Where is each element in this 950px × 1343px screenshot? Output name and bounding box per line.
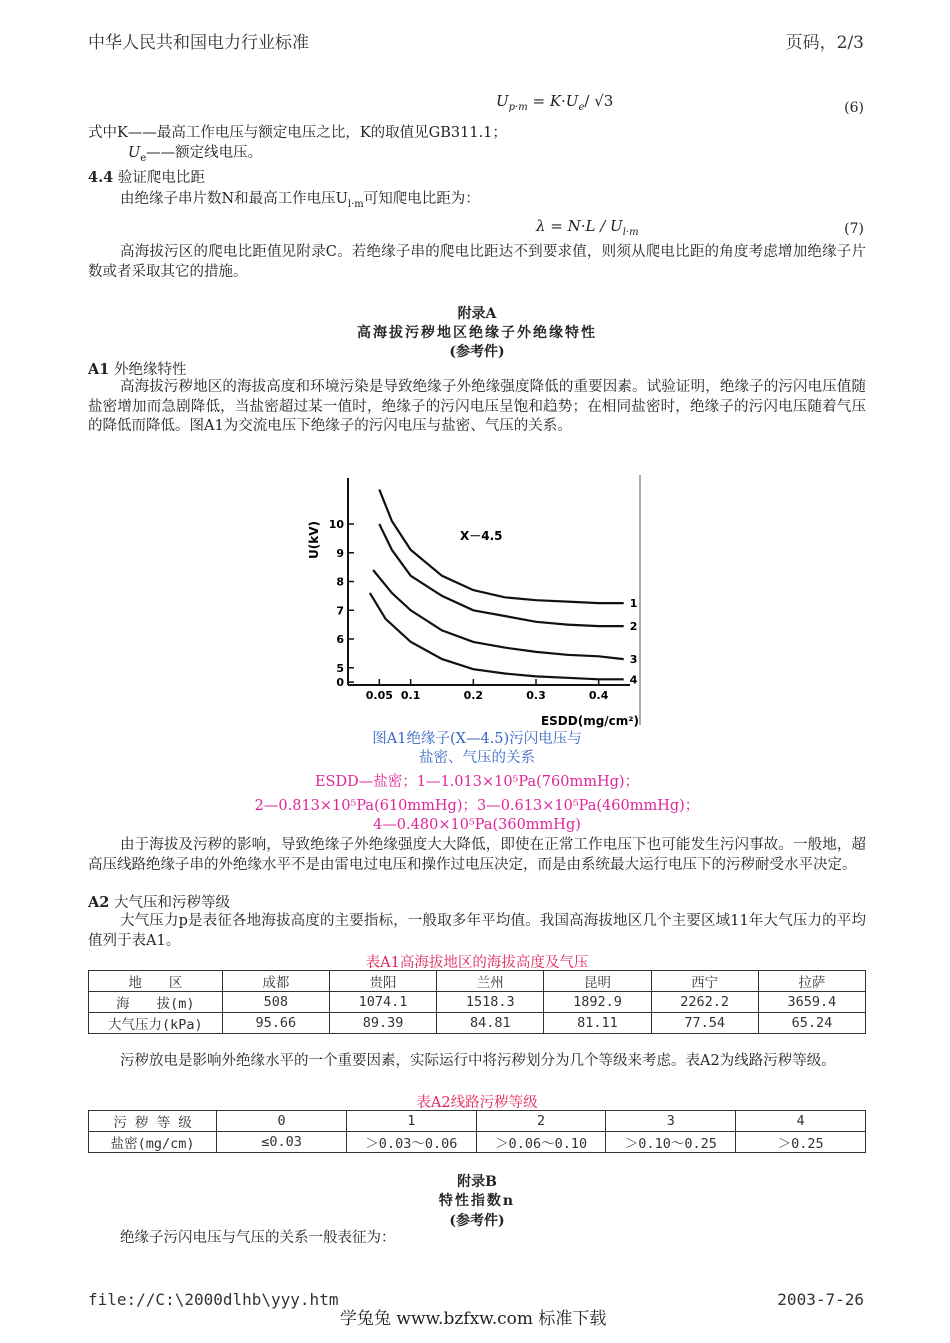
table-cell: 2262.2 — [651, 992, 758, 1013]
table-cell: 兰州 — [437, 971, 544, 992]
figure-caption-line1: 图A1绝缘子(X—4.5)污闪电压与 — [372, 731, 582, 747]
equation-7: $\lambda = N\cdot L / U_{l\cdot m}$ — [536, 217, 639, 238]
x-tick-label: 0.1 — [400, 689, 421, 702]
row-header-cell: 地 区 — [89, 971, 223, 992]
chart-title: X－4.5 — [460, 529, 503, 543]
table-cell: ＞0.25 — [736, 1132, 866, 1153]
equation-7-number: (7) — [844, 221, 864, 237]
x-tick-label: 0.05 — [365, 689, 393, 702]
table-a2-caption: 表A2线路污秽等级 — [416, 1095, 538, 1111]
table-cell: 1074.1 — [329, 992, 436, 1013]
table-cell: 84.81 — [437, 1013, 544, 1034]
y-tick-label: 9 — [336, 546, 344, 560]
figure-a1-chart — [300, 470, 650, 730]
table-cell: 2 — [476, 1111, 606, 1132]
table-cell: 0 — [217, 1111, 347, 1132]
appendix-b-subtitle: 特性指数n — [438, 1193, 516, 1209]
series-label-1: 1 — [629, 597, 638, 611]
table-row — [89, 971, 866, 992]
y-axis-label: U(kV) — [307, 521, 321, 559]
appendix-b-text: 绝缘子污闪电压与气压的关系一般表征为： — [120, 1230, 396, 1246]
table-cell: 拉萨 — [758, 971, 865, 992]
page-number: 页码，2/3 — [785, 33, 864, 53]
creepage-paragraph: 高海拔污区的爬电比距值见附录C。若绝缘子串的爬电比距达不到要求值，则须从爬电比距的角度考虑增加绝缘子片数或者采取其它的措施。 — [88, 244, 866, 280]
row-header-cell: 大气压力(kPa) — [89, 1013, 223, 1034]
footer-watermark: 学兔兔 www.bzfxw.com 标准下载 — [340, 1309, 607, 1329]
figure-caption-line2: 盐密、气压的关系 — [419, 750, 535, 766]
series-label-2: 2 — [629, 620, 638, 634]
section-a2-heading: A2 大气压和污秽等级 — [88, 894, 230, 911]
section-4-4-heading: 4.4 验证爬电比距 — [88, 169, 205, 186]
appendix-a-subtitle: 高海拔污秽地区绝缘子外绝缘特性 — [357, 325, 597, 341]
row-header-cell: 盐密(mg/cm) — [89, 1132, 217, 1153]
footer-date: 2003-7-26 — [777, 1290, 864, 1309]
table-a1-caption: 表A1高海拔地区的海拔高度及气压 — [365, 955, 589, 971]
footer-file-path: file://C:\2000dlhb\yyy.htm — [88, 1290, 339, 1309]
table-row — [89, 992, 866, 1013]
section-4-4-text: 由绝缘子串片数N和最高工作电压$U_{l\cdot m}$可知爬电比距为： — [120, 191, 480, 210]
table-cell: 1518.3 — [437, 992, 544, 1013]
definition-k: 式中K——最高工作电压与额定电压之比，K的取值见GB311.1； — [88, 125, 507, 141]
appendix-a-note: (参考件) — [449, 344, 505, 360]
table-row — [89, 1132, 866, 1153]
table-cell: 1 — [346, 1111, 476, 1132]
table-cell: 贵阳 — [329, 971, 436, 992]
y-tick-label: 7 — [336, 604, 344, 618]
table-row — [89, 1111, 866, 1132]
y-tick-label: 0 — [336, 676, 344, 690]
equation-6: $U_{p\cdot m} = K\cdot U_e/$ √3 — [496, 92, 614, 113]
table-cell: 3 — [606, 1111, 736, 1132]
x-tick-label: 0.2 — [463, 689, 484, 702]
section-a1-paragraph: 高海拔污秽地区的海拔高度和环境污染是导致绝缘子外绝缘强度降低的重要因素。试验证明，绝缘子的污闪电压值随盐密增加而急剧降低，当盐密超过某一值时，绝缘子的污闪电压呈饱和趋势；在相同盐密时，绝缘子的污闪电压随着气压的降低而降低。图A1为交流电压下绝缘子的污闪电压与盐密、气压的关系。 — [88, 379, 866, 434]
appendix-b-title: 附录B — [457, 1174, 497, 1190]
series-label-3: 3 — [629, 653, 638, 667]
table-cell: 65.24 — [758, 1013, 865, 1034]
table-cell: 77.54 — [651, 1013, 758, 1034]
post-figure-paragraph: 由于海拔及污秽的影响，导致绝缘子外绝缘强度大大降低，即使在正常工作电压下也可能发生污闪事故。一般地，超高压线路绝缘子串的外绝缘水平不是由雷电过电压和操作过电压决定，而是由系统最大运行电压下的污秽耐受水平决定。 — [88, 837, 866, 873]
y-tick-label: 8 — [336, 575, 344, 589]
appendix-a-title: 附录A — [457, 306, 497, 322]
pollution-paragraph: 污秽放电是影响外绝缘水平的一个重要因素，实际运行中将污秽划分为几个等级来考虑。表A2为线路污秽等级。 — [120, 1053, 836, 1069]
y-tick-label: 5 — [336, 661, 344, 675]
section-a2-paragraph: 大气压力p是表征各地海拔高度的主要指标，一般取多年平均值。我国高海拔地区几个主要区域11年大气压力的平均值列于表A1。 — [88, 913, 866, 949]
y-tick-label: 6 — [336, 633, 344, 646]
table-cell: ＞0.03～0.06 — [346, 1132, 476, 1153]
table-cell: 成都 — [222, 971, 329, 992]
table-cell: 3659.4 — [758, 992, 865, 1013]
page-header-title: 中华人民共和国电力行业标准 — [88, 33, 309, 53]
appendix-b-note: (参考件) — [449, 1213, 505, 1229]
x-tick-label: 0.4 — [588, 689, 609, 702]
table-cell: ＞0.06～0.10 — [476, 1132, 606, 1153]
y-tick-label: 10 — [328, 518, 344, 531]
table-row — [89, 1013, 866, 1034]
series-line-1 — [379, 490, 623, 604]
table-a2 — [88, 1110, 866, 1153]
section-a1-heading: A1 外绝缘特性 — [88, 361, 187, 378]
table-cell: 89.39 — [329, 1013, 436, 1034]
table-cell: ＞0.10～0.25 — [606, 1132, 736, 1153]
table-cell: 1892.9 — [544, 992, 651, 1013]
figure-legend-line1: ESDD—盐密；1—1.013×10⁵Pa(760mmHg)； — [314, 774, 640, 790]
figure-legend-line3: 4—0.480×10⁵Pa(360mmHg) — [373, 817, 581, 833]
table-cell: 95.66 — [222, 1013, 329, 1034]
table-cell: 4 — [736, 1111, 866, 1132]
row-header-cell: 海 拔(m) — [89, 992, 223, 1013]
series-line-4 — [370, 593, 624, 679]
table-cell: 西宁 — [651, 971, 758, 992]
table-cell: 508 — [222, 992, 329, 1013]
table-cell: 昆明 — [544, 971, 651, 992]
row-header-cell: 污 秽 等 级 — [89, 1111, 217, 1132]
series-label-4: 4 — [629, 673, 638, 687]
equation-6-number: (6) — [844, 100, 864, 116]
table-cell: 81.11 — [544, 1013, 651, 1034]
x-axis-label: ESDD(mg/cm²) — [540, 714, 640, 728]
x-tick-label: 0.3 — [526, 689, 546, 702]
definition-ue: $U_e——$额定线电压。 — [128, 145, 263, 164]
figure-legend-line2: 2—0.813×10⁵Pa(610mmHg)；3—0.613×10⁵Pa(460mmHg)； — [254, 798, 700, 814]
table-a1 — [88, 970, 866, 1034]
table-cell: ≤0.03 — [217, 1132, 347, 1153]
